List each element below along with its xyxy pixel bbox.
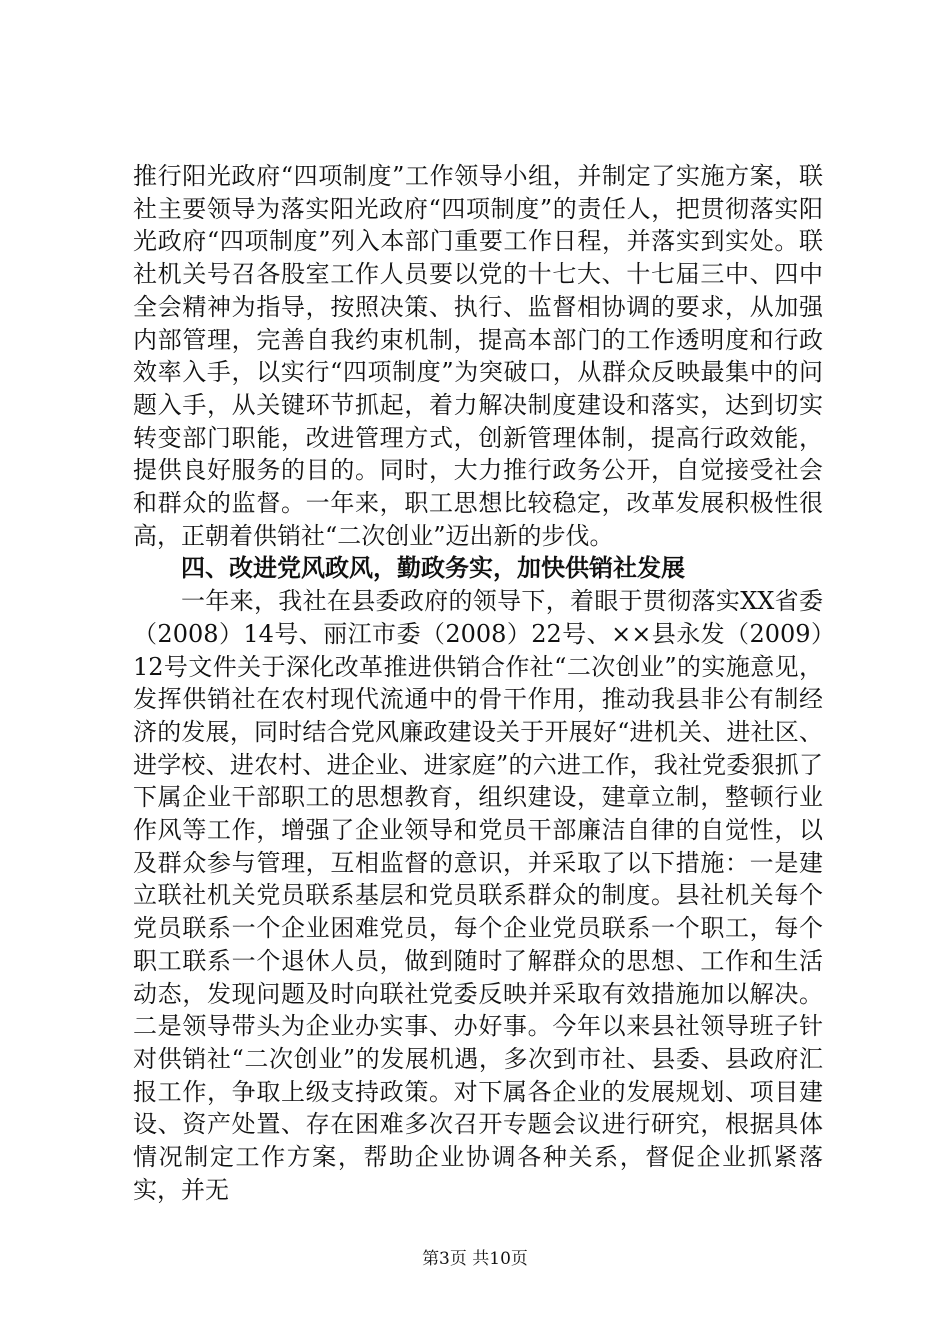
page-number-label: 第3页 共10页 [422,1249,528,1269]
paragraph-continued: 推行阳光政府“四项制度”工作领导小组，并制定了实施方案，联社主要领导为落实阳光政府“四项制度”的责任人，把贯彻落实阳光政府“四项制度”列入本部门重要工作日程，并落实到实处。联社机关号召各股室工作人员要以党的十七大、十七届三中、四中全会精神为指导，按照决策、执行、监督相协调的要求，从加强内部管理，完善自我约束机制，提高本部门的工作透明度和行政效率入手，以实行“四项制度”为突破口，从群众反映最集中的问题入手，从关键环节抓起，着力解决制度建设和落实，达到切实转变部门职能，改进管理方式，创新管理体制，提高行政效能，提供良好服务的目的。同时，大力推行政务公开，自觉接受社会和群众的监督。一年来，职工思想比较稳定，改革发展积极性很高，正朝着供销社“二次创业”迈出新的步伐。 [133,162,823,550]
paragraph-section-four: 一年来，我社在县委政府的领导下，着眼于贯彻落实XX省委（2008）14号、丽江市委（2008）22号、××县永发（2009）12号文件关于深化改革推进供销合作社“二次创业”的实施意见，发挥供销社在农村现代流通中的骨干作用，推动我县非公有制经济的发展，同时结合党风廉政建设关于开展好“进机关、进社区、进学校、进农村、进企业、进家庭”的六进工作，我社党委狠抓了下属企业干部职工的思想教育，组织建设，建章立制，整顿行业作风等工作，增强了企业领导和党员干部廉洁自律的自觉性，以及群众参与管理，互相监督的意识，并采取了以下措施：一是建立联社机关党员联系基层和党员联系群众的制度。县社机关每个党员联系一个企业困难党员，每个企业党员联系一个职工，每个职工联系一个退休人员，做到随时了解群众的思想、工作和生活动态，发现问题及时向联社党委反映并采取有效措施加以解决。二是领导带头为企业办实事、办好事。今年以来县社领导班子针对供销社“二次创业”的发展机遇，多次到市社、县委、县政府汇报工作，争取上级支持政策。对下属各企业的发展规划、项目建设、资产处置、存在困难多次召开专题会议进行研究，根据具体情况制定工作方案，帮助企业协调各种关系，督促企业抓紧落实，并无 [133,587,823,1204]
section-heading: 四、改进党风政风，勤政务实，加快供销社发展 [181,554,685,583]
page-footer [0,1248,950,1270]
document-body [133,160,823,1207]
